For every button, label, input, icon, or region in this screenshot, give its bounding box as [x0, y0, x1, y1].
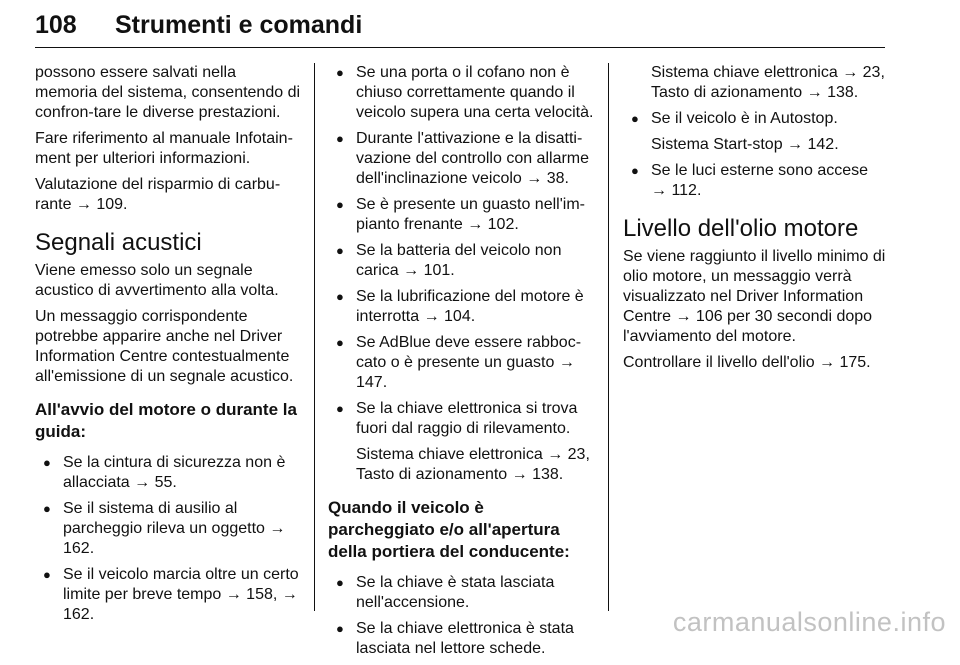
paragraph: Fare riferimento al manuale Infotain-ment per ulteriori informazioni. [35, 130, 293, 167]
bullet-list [35, 453, 301, 625]
list-item [623, 109, 887, 155]
list-item: ● Se la batteria del veicolo non carica → 101. [328, 241, 594, 281]
list-item: ● Se il veicolo marcia oltre un certo limite per breve tempo → 158, → 162. [35, 565, 301, 625]
paragraph: possono essere salvati nella memoria del sistema, consentendo di confron-tare le diverse prestazioni. [35, 64, 301, 121]
list-item: ● Se il sistema di ausilio al parcheggio rileva un oggetto → 162. [35, 499, 301, 559]
list-item: ● Se la chiave elettronica è stata lasciata nel lettore schede. [328, 619, 594, 659]
paragraph: Un messaggio corrispondente potrebbe apparire anche nel Driver Information Centre contestualmente all'emissione di un segnale acustico. [35, 308, 294, 385]
section-heading-livello-olio: Livello dell'olio motore [623, 215, 859, 242]
list-item: ● Se la chiave è stata lasciata nell'accensione. [328, 573, 594, 613]
list-item [328, 399, 594, 485]
column-3 [623, 63, 887, 379]
watermark: carmanualsonline.info [672, 607, 946, 637]
section-heading-segnali-acustici: Segnali acustici [35, 229, 202, 256]
paragraph: Valutazione del risparmio di carbu-rante → 109. [35, 176, 281, 213]
list-item-reference: Sistema Start-stop → 142. [651, 136, 839, 153]
column-2 [328, 63, 594, 665]
list-item: ● Se una porta o il cofano non è chiuso correttamente quando il veicolo supera una certa velocità. [328, 63, 594, 123]
page-number: 108 [35, 11, 77, 39]
list-item: ● Se la cintura di sicurezza non è allacciata → 55. [35, 453, 301, 493]
list-item-reference: Sistema chiave elettronica → 23, Tasto di azionamento → 138. [356, 446, 590, 483]
paragraph: Viene emesso solo un segnale acustico di avvertimento alla volta. [35, 262, 279, 299]
subheading-avvio-motore: All'avvio del motore o durante la guida: [35, 400, 297, 441]
list-item: ● Se le luci esterne sono accese → 112. [623, 161, 887, 201]
paragraph: Controllare il livello dell'olio → 175. [623, 354, 871, 371]
header-divider [35, 47, 885, 48]
column-divider-2 [608, 63, 609, 611]
subheading-veicolo-parcheggiato: Quando il veicolo è parcheggiato e/o all'apertura della portiera del conducente: [328, 498, 570, 561]
list-item: ● Se è presente un guasto nell'im-pianto frenante → 102. [328, 195, 594, 235]
list-item-text: Se la chiave elettronica si trova fuori dal raggio di rilevamento. [356, 400, 578, 437]
bullet-list [623, 109, 887, 201]
paragraph: Se viene raggiunto il livello minimo di olio motore, un messaggio verrà visualizzato nel Driver Information Centre → 106 per 30 secondi dopo l'avviamento del motore. [623, 248, 886, 345]
chapter-title: Strumenti e comandi [115, 11, 363, 39]
column-1 [35, 63, 301, 631]
page-header [35, 0, 885, 50]
list-item: ● Durante l'attivazione e la disatti-vazione del controllo con allarme dell'inclinazione veicolo → 38. [328, 129, 594, 189]
bullet-list [328, 573, 594, 659]
list-item: ● Se AdBlue deve essere rabboc-cato o è presente un guasto → 147. [328, 333, 594, 393]
list-item-text: Se il veicolo è in Autostop. [651, 110, 838, 127]
list-item: ● Se la lubrificazione del motore è interrotta → 104. [328, 287, 594, 327]
bullet-list [328, 63, 594, 485]
column-divider-1 [314, 63, 315, 611]
continued-reference: Sistema chiave elettronica → 23, Tasto di azionamento → 138. [651, 64, 885, 101]
